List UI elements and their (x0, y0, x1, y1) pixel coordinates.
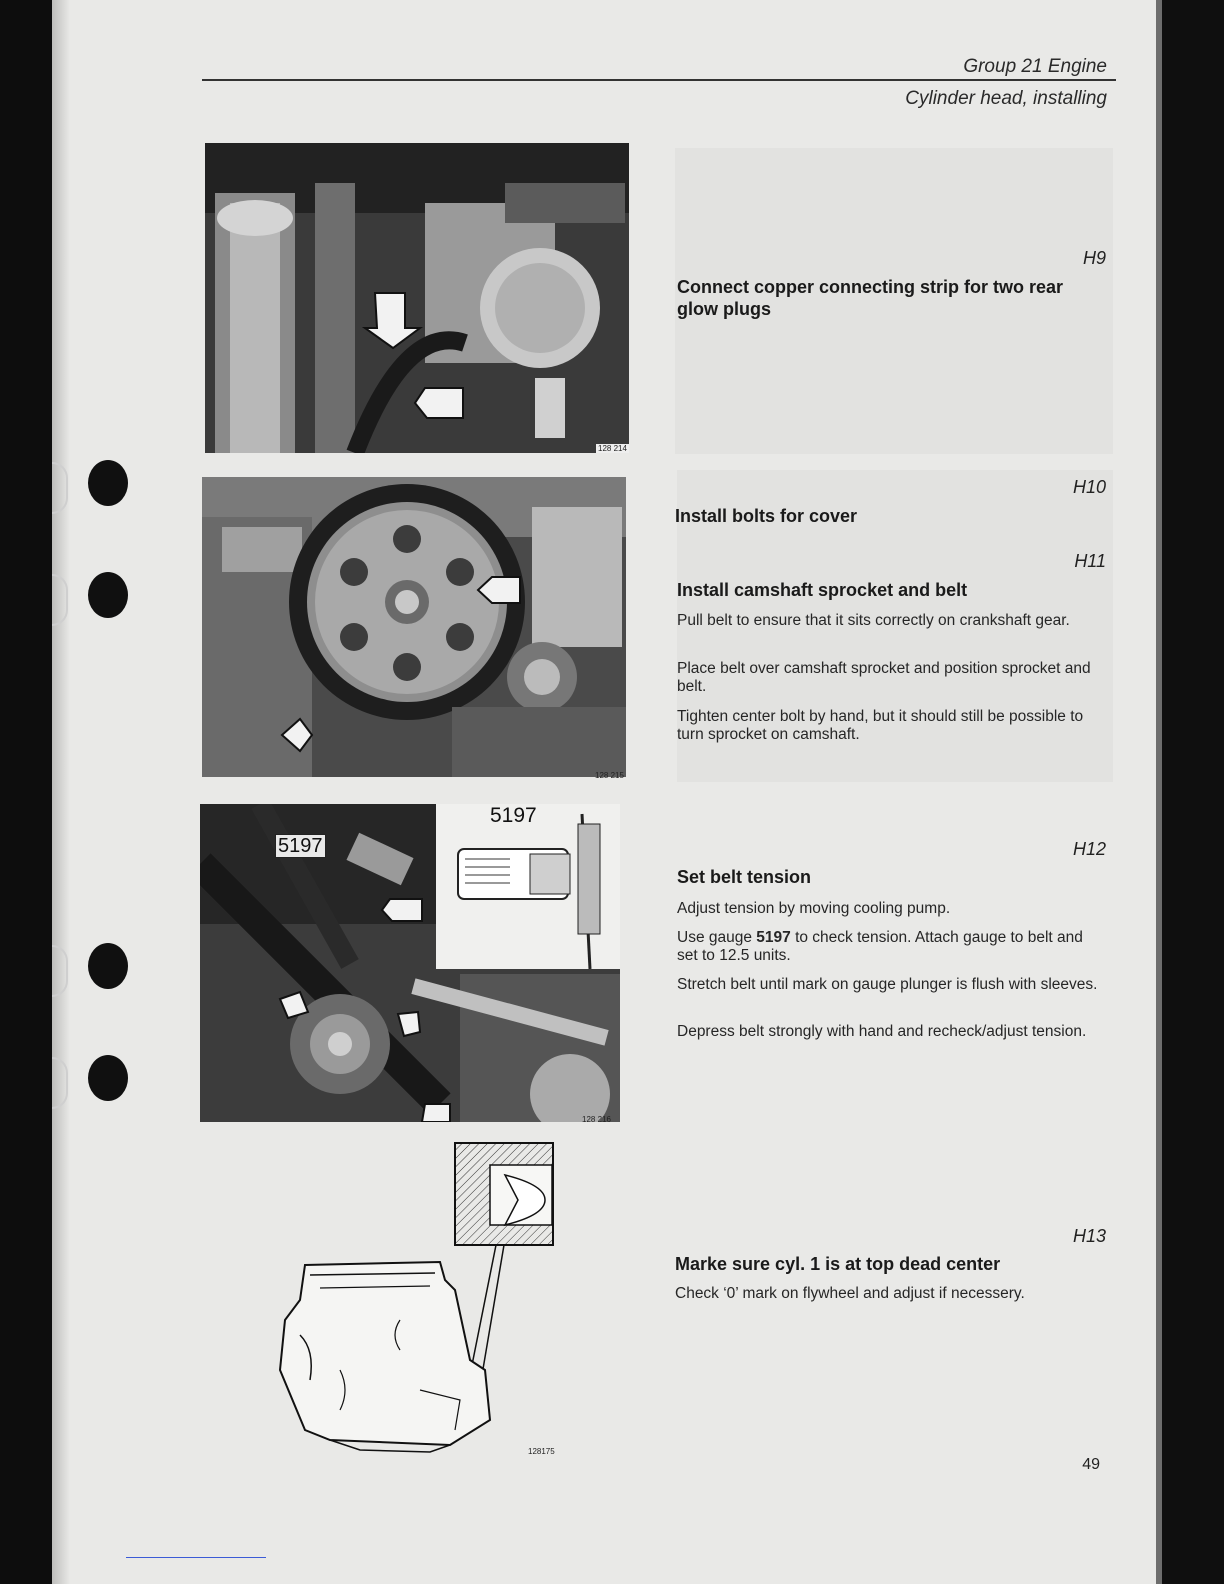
scan-border-right (1162, 0, 1224, 1584)
step-title-h11: Install camshaft sprocket and belt (677, 580, 968, 600)
binder-hole-shadow (52, 945, 68, 997)
step-title-h10: Install bolts for cover (675, 506, 858, 526)
header-section: Cylinder head, installing (905, 88, 1107, 109)
step-id-h10: H10 (1072, 477, 1106, 497)
step-id-h11: H11 (1074, 551, 1106, 571)
step-h12-paragraph-3: Stretch belt until mark on gauge plunger is flush with sleeves. (677, 976, 1098, 993)
step-h12-p2-text-end: to check tension. Attach gauge to belt and set to 12.5 units. (677, 929, 1083, 964)
step-id-h12: H12 (1072, 839, 1106, 859)
tool-number-label: 5197 (275, 834, 326, 858)
step-h12-paragraph-2 (677, 929, 1105, 965)
engine-photo-h9 (205, 143, 629, 453)
binder-hole (88, 572, 128, 618)
figure-id: 128 216 (582, 1115, 611, 1124)
step-id-h9: H9 (1082, 248, 1106, 268)
step-title-h9: Connect copper connecting strip for two rear glow plugs (677, 277, 1064, 319)
step-h12-paragraph-1: Adjust tension by moving cooling pump. (677, 900, 951, 917)
engine-line-drawing-h13 (270, 1140, 570, 1460)
step-h12-paragraph-4: Depress belt strongly with hand and recheck/adjust tension. (677, 1023, 1087, 1040)
step-id-h13: H13 (1072, 1226, 1106, 1246)
step-title-h13: Marke sure cyl. 1 is at top dead center (675, 1254, 1001, 1274)
header-group: Group 21 Engine (963, 56, 1107, 77)
step-h11-paragraph-1: Pull belt to ensure that it sits correctly on crankshaft gear. (677, 612, 1070, 629)
gauge-number: 5197 (756, 929, 791, 946)
scan-link-underline (126, 1557, 266, 1558)
figure-id: 128 215 (595, 771, 624, 780)
inset-tool-number: 5197 (490, 804, 537, 827)
binder-hole (88, 943, 128, 989)
header-rule (202, 79, 1116, 81)
step-h12-p2-text-start: Use gauge (677, 929, 757, 946)
figure-id: 128175 (528, 1447, 555, 1456)
binder-hole-shadow (52, 1057, 68, 1109)
step-title-h12: Set belt tension (677, 867, 812, 887)
step-h11-paragraph-2: Place belt over camshaft sprocket and position sprocket and belt. (677, 660, 1091, 695)
scan-shade-left (52, 0, 70, 1584)
step-h11-paragraph-3: Tighten center bolt by hand, but it should still be possible to turn sprocket on camshaft. (677, 708, 1084, 743)
belt-tension-photo-h12 (200, 804, 620, 1122)
binder-hole-shadow (52, 462, 68, 514)
binder-hole-shadow (52, 574, 68, 626)
figure-id: 128 214 (598, 444, 627, 453)
binder-hole (88, 460, 128, 506)
scan-border-left (0, 0, 52, 1584)
page-number: 49 (1082, 1456, 1100, 1473)
step-h13-paragraph-1: Check ‘0’ mark on flywheel and adjust if necessery. (675, 1285, 1025, 1302)
sprocket-photo-h10-h11 (202, 477, 626, 777)
binder-hole (88, 1055, 128, 1101)
